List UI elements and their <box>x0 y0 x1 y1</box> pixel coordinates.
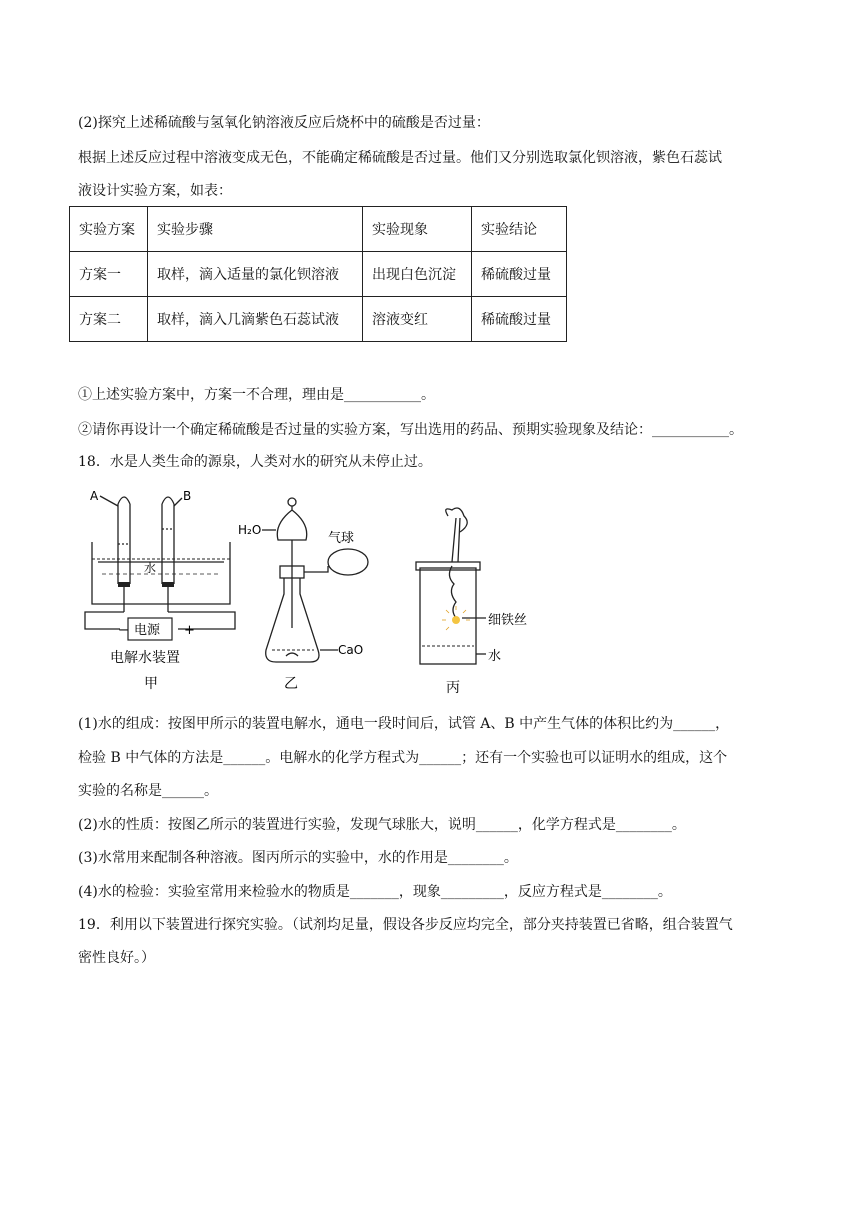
table-header-cell: 实验步骤 <box>148 207 363 252</box>
question-19-line1: 19．利用以下装置进行探究实验。（试剂均足量，假设各步反应均完全，部分夹持装置已省略，组合装置气 <box>78 917 733 933</box>
table-cell: 方案一 <box>70 252 148 297</box>
bing-wire-label: 细铁丝 <box>488 613 528 628</box>
question-19-line2: 密性良好。） <box>78 950 155 966</box>
table-header-cell: 实验结论 <box>472 207 567 252</box>
jia-plus-sign: + <box>184 623 195 638</box>
q18-part1-line2: 检验 B 中气体的方法是______。电解水的化学方程式为______；还有一个实验也可以证明水的组成，这个 <box>78 750 728 766</box>
jia-water-label: 水 <box>144 561 157 575</box>
table-header-cell: 实验现象 <box>363 207 472 252</box>
q18-part1-line1: (1)水的组成：按图甲所示的装置电解水，通电一段时间后，试管 A、B 中产生气体的体积比约为______， <box>78 716 730 732</box>
jia-minus-sign: − <box>118 623 129 638</box>
yi-cao-label: CaO <box>338 643 364 657</box>
q18-part1-line3: 实验的名称是______。 <box>78 783 218 799</box>
q18-part4: (4)水的检验：实验室常用来检验水的物质是_______，现象_________，反应方程式是________。 <box>78 884 672 900</box>
experiment-table <box>69 206 567 342</box>
jia-power-label: 电源 <box>134 623 161 638</box>
figure-jia-electrolysis <box>80 484 240 699</box>
table-row <box>70 297 567 342</box>
table-cell: 出现白色沉淀 <box>363 252 472 297</box>
jia-caption: 电解水装置 <box>110 650 180 666</box>
jia-label-b: B <box>183 489 192 503</box>
bing-water-label: 水 <box>488 649 502 664</box>
table-cell: 溶液变红 <box>363 297 472 342</box>
q18-part3: (3)水常用来配制各种溶液。图丙所示的实验中，水的作用是________。 <box>78 850 518 866</box>
yi-figure-name: 乙 <box>284 676 298 692</box>
yi-balloon-label: 气球 <box>328 531 355 546</box>
jia-figure-name: 甲 <box>144 676 158 692</box>
table-cell: 稀硫酸过量 <box>472 252 567 297</box>
question-circle2: ②请你再设计一个确定稀硫酸是否过量的实验方案，写出选用的药品、预期实验现象及结论：___________。 <box>78 422 743 438</box>
question-circle1: ①上述实验方案中，方案一不合理，理由是___________。 <box>78 387 435 403</box>
question-18-stem: 18．水是人类生命的源泉，人类对水的研究从未停止过。 <box>78 454 432 470</box>
figure-yi-flask <box>236 490 386 700</box>
section2-heading: (2)探究上述稀硫酸与氢氧化钠溶液反应后烧杯中的硫酸是否过量： <box>78 115 490 131</box>
table-cell: 取样，滴入适量的氯化钡溶液 <box>148 252 363 297</box>
table-row <box>70 252 567 297</box>
figure-bing-iron-wire <box>412 506 562 701</box>
yi-h2o-label: H₂O <box>238 523 262 537</box>
section2-intro-line2: 液设计实验方案，如表： <box>78 183 232 199</box>
table-header-cell: 实验方案 <box>70 207 148 252</box>
table-cell: 取样，滴入几滴紫色石蕊试液 <box>148 297 363 342</box>
table-header-row <box>70 207 567 252</box>
section2-intro-line1: 根据上述反应过程中溶液变成无色，不能确定稀硫酸是否过量。他们又分别选取氯化钡溶液，紫色石蕊试 <box>78 150 722 166</box>
bing-figure-name: 丙 <box>446 680 460 696</box>
jia-label-a: A <box>90 489 99 503</box>
q18-part2: (2)水的性质：按图乙所示的装置进行实验，发现气球胀大，说明______，化学方程式是________。 <box>78 817 686 833</box>
table-cell: 稀硫酸过量 <box>472 297 567 342</box>
table-cell: 方案二 <box>70 297 148 342</box>
